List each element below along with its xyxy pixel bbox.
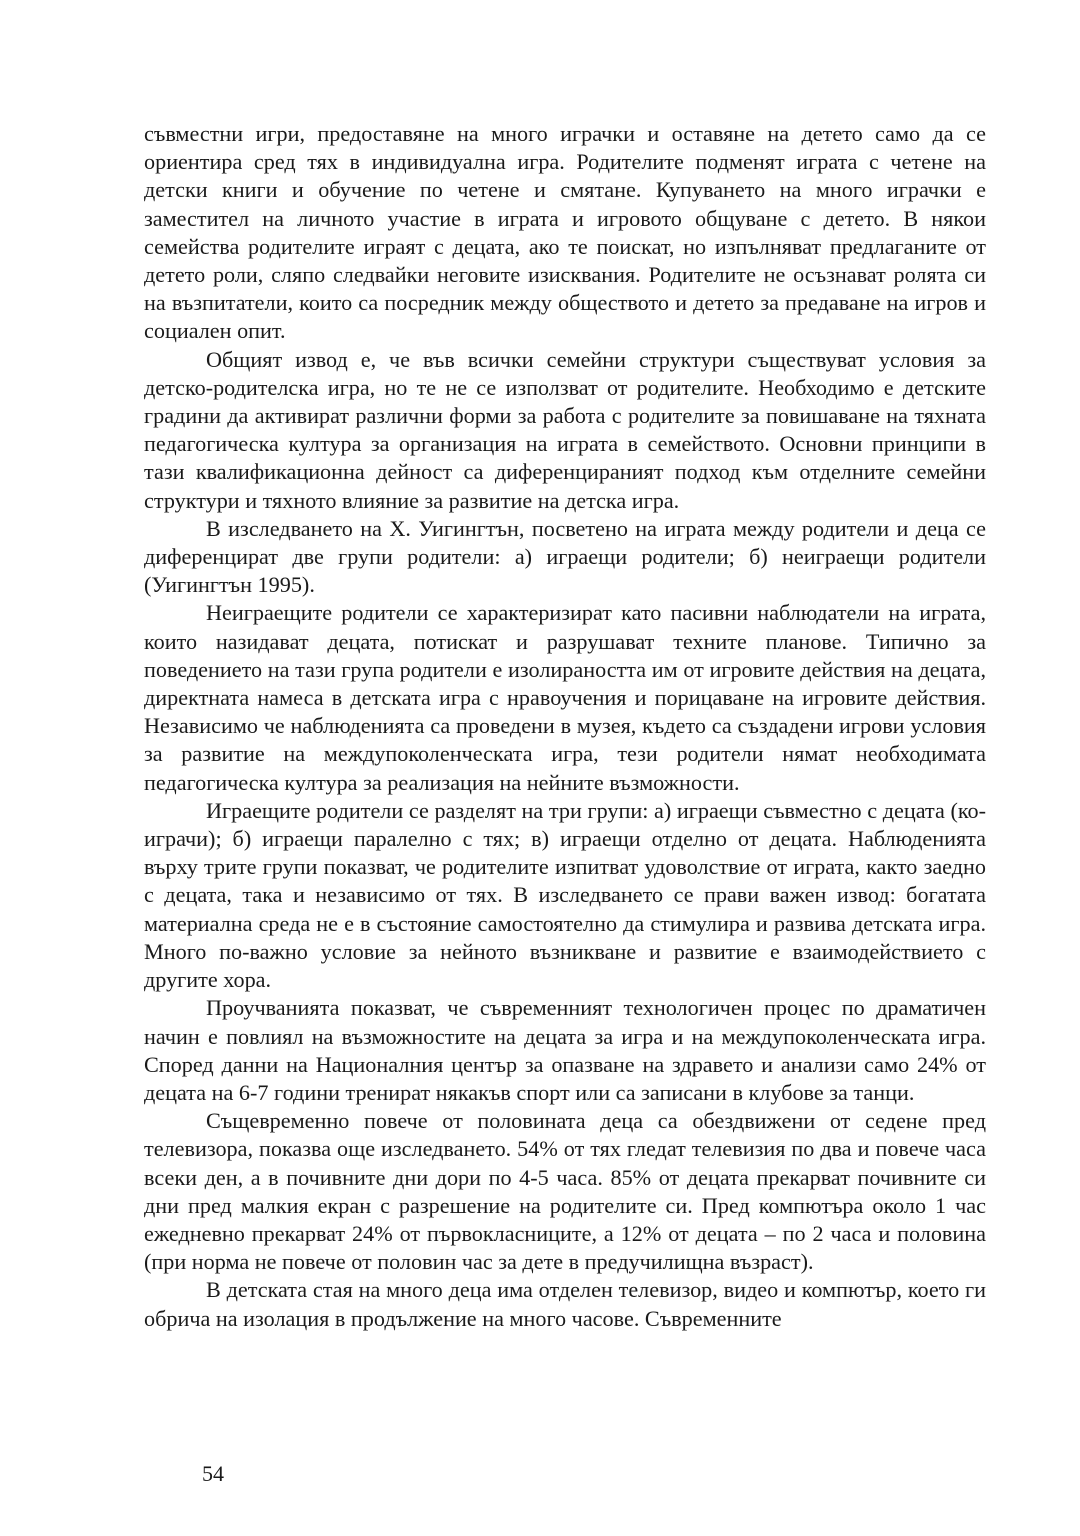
page-number: 54	[202, 1461, 224, 1486]
paragraph-7: Същевременно повече от половината деца са обездвижени от седене пред телевизора, показва още изследването. 54% от тях гледат телевизия по два и повече часа всеки ден, а в почивните дни дори по 4-5 часа. 85% от децата прекарват почивните си дни пред малкия екран с разрешение на родителите си. Пред компютъра около 1 час ежедневно прекарват 24% от първокласниците, а 12% от децата – по 2 часа и половина (при норма не повече от половин час за дете в предучилищна възраст).	[144, 1108, 986, 1275]
paragraph-8: В детската стая на много деца има отделен телевизор, видео и компютър, което ги обрича на изолация в продължение на много часове. Съвременните	[144, 1277, 986, 1331]
paragraph-1: съвместни игри, предоставяне на много играчки и оставяне на детето само да се ориентира сред тях в индивидуална игра. Родителите подменят играта с четене на детски книги и обучение по четене и смятане. Купуването на много играчки е заместител на личното участие в играта и игровото общуване с детето. В някои семейства родителите играят с децата, ако те поискат, но изпълняват предлаганите от детето роли, сляпо следвайки неговите изисквания. Родителите не осъзнават ролята си на възпитатели, които са посредник между обществото и детето за предаване на игров и социален опит.	[144, 121, 986, 344]
paragraph-4: Неиграещите родители се характеризират като пасивни наблюдатели на играта, които назидават децата, потискат и разрушават техните планове. Типично за поведението на тази група родители е изолираността им от игровите действия на децата, директната намеса в детската игра с нравоучения и порицаване на игровите действия. Независимо че наблюденията са проведени в музея, където са създадени игрови условия за развитие на междупоколенческата игра, тези родители нямат необходимата педагогическа култура за реализация на нейните възможности.	[144, 600, 986, 795]
paragraph-2: Общият извод е, че във всички семейни структури съществуват условия за детско-родителска игра, но те не се използват от родителите. Необходимо е детските градини да активират различни форми за работа с родителите за повишаване на тяхната педагогическа култура за организация на играта в семейството. Основни принципи в тази квалификационна дейност са диференцираният подход към отделните семейни структури и тяхното влияние за развитие на детска игра.	[144, 346, 986, 513]
page-body	[144, 120, 986, 1333]
paragraph-5: Играещите родители се разделят на три групи: а) играещи съвместно с децата (ко-играчи); б) играещи паралелно с тях; в) играещи отделно от децата. Наблюденията върху трите групи показват, че родителите изпитват удоволствие от играта, както заедно с децата, така и независимо от тях. В изследването се прави важен извод: богатата материална среда не е в състояние самостоятелно да стимулира и развива детската игра. Много по-важно условие за нейното възникване и развитие е взаимодействието с другите хора.	[144, 797, 986, 993]
paragraph-3: В изследването на Х. Уигингтън, посветено на играта между родители и деца се диференцират две групи родители: а) играещи родители; б) неиграещи родители (Уигингтън 1995).	[144, 515, 986, 598]
paragraph-6: Проучванията показват, че съвременният технологичен процес по драматичен начин е повлиял на възможностите на децата за игра и на междупоколенческата игра. Според данни на Националния център за опазване на здравето и анализи само 24% от децата на 6-7 години тренират някакъв спорт или са записани в клубове за танци.	[144, 995, 986, 1105]
